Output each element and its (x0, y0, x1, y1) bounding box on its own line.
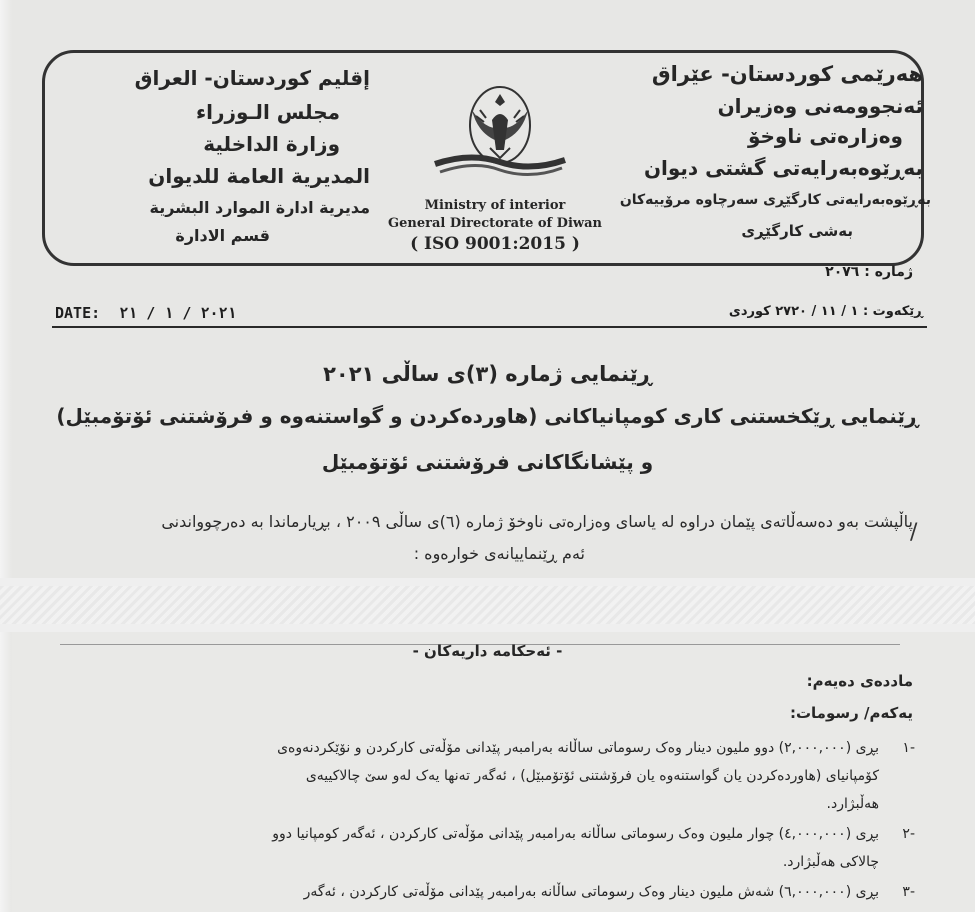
fees-subheading: یەکەم/ رسومات: (789, 704, 913, 722)
letterhead-line: إقليم كوردستان- العراق (134, 66, 370, 90)
item-line: چالاکی هەڵبژارد. (782, 854, 879, 870)
document-number: ژمارە : ٢٠٧٦ (825, 264, 913, 280)
header-divider (52, 326, 927, 328)
date-value: ٢٠٢١ / ١ / ٢١ (119, 304, 237, 322)
item-line: بڕی (٦,٠٠٠,٠٠٠) شەش ملیون دینار وەک رسوماتی ساڵانە بەرامبەر پێدانی مۆڵەتی کارکردن ، ئەگەر (303, 884, 879, 900)
section-title: - ئەحکامە داریەکان - (412, 642, 563, 660)
preamble-line: ئەم ڕێنماییانەی خوارەوە : (413, 544, 585, 563)
page-edge (0, 632, 12, 912)
item-line: کۆمپانیای (هاوردەکردن یان گواستنەوە یان فرۆشتنی ئۆتۆمبێل) ، ئەگەر تەنها یەک لەو سێ چالاکییەی (305, 768, 879, 784)
kurdistan-eagle-emblem-icon (430, 80, 570, 190)
item-number: -٢ (902, 826, 915, 842)
item-line: بڕی (٢,٠٠٠,٠٠٠) دوو ملیون دینار وەک رسوماتی ساڵانە بەرامبەر پێدانی مۆڵەتی کارکردن و نۆێکردنەوەی (277, 740, 879, 756)
letterhead-line: بەڕێوەبەرایەتی کارگێڕی سەرچاوە مرۆییەکان (619, 192, 931, 208)
article-heading: ماددەی دەیەم: (806, 672, 913, 690)
letter-page-continued (0, 632, 975, 912)
letterhead-line: وەزارەتی ناوخۆ (747, 124, 903, 148)
letterhead-line: مديرية ادارة الموارد البشرية (149, 198, 370, 217)
letterhead-line: ئەنجوومەنی وەزیران (717, 94, 923, 118)
preamble-line: پاڵپشت بەو دەسەڵاتەی پێمان دراوە لە یاسای وەزارەتی ناوخۆ ژمارە (٦)ی ساڵی ٢٠٠٩ ، بڕیارماندا بە دەرچوواندنی (161, 512, 913, 531)
gregorian-date (55, 304, 237, 322)
letterhead-line: مجلس الـوزراء (195, 100, 340, 124)
item-number: -١ (902, 740, 915, 756)
letterhead-line: بەشی کارگێڕی (741, 222, 853, 240)
iso-badge: ( ISO 9001:2015 ) (410, 234, 580, 254)
date-label: DATE: (55, 304, 101, 322)
directorate-name-english: General Directorate of Diwan (388, 216, 602, 231)
pen-mark: / (910, 520, 918, 545)
letterhead-line: قسم الادارة (175, 226, 270, 245)
letterhead-line: بەڕێوەبەرایەتی گشتی دیوان (643, 156, 923, 180)
item-line: بڕی (٤,٠٠٠,٠٠٠) چوار ملیون وەک رسوماتی ساڵانە بەرامبەر پێدانی مۆڵەتی کارکردن ، ئەگەر کومپانیا دوو (272, 826, 879, 842)
kurdish-date: ڕێکەوت : ١ / ١١ / ٢٧٢٠ کوردی (728, 304, 923, 319)
letterhead-line: المديرية العامة للديوان (148, 164, 370, 188)
instruction-number-title: ڕێنمایی ژمارە (٣)ی ساڵی ٢٠٢١ (323, 362, 652, 386)
letterhead-kurdish (603, 60, 931, 260)
letterhead-arabic (100, 60, 370, 260)
instruction-subject-title: ڕێنمایی ڕێکخستنی کاری کومپانیاکانی (هاوردەکردن و گواستنەوە و فرۆشتنی ئۆتۆمبێل) (56, 404, 919, 428)
letterhead-line: هەرێمی کوردستان- عێراق (651, 62, 923, 86)
instruction-subject-title-cont: و پێشانگاکانی فرۆشتنی ئۆتۆمبێل (321, 450, 654, 474)
page-separator (0, 578, 975, 632)
item-number: -٣ (902, 884, 915, 900)
item-line: هەڵبژارد. (826, 796, 879, 812)
letterhead-line: وزارة الداخلية (203, 132, 340, 156)
page-edge (0, 0, 12, 578)
ministry-name-english: Ministry of interior (424, 198, 566, 213)
